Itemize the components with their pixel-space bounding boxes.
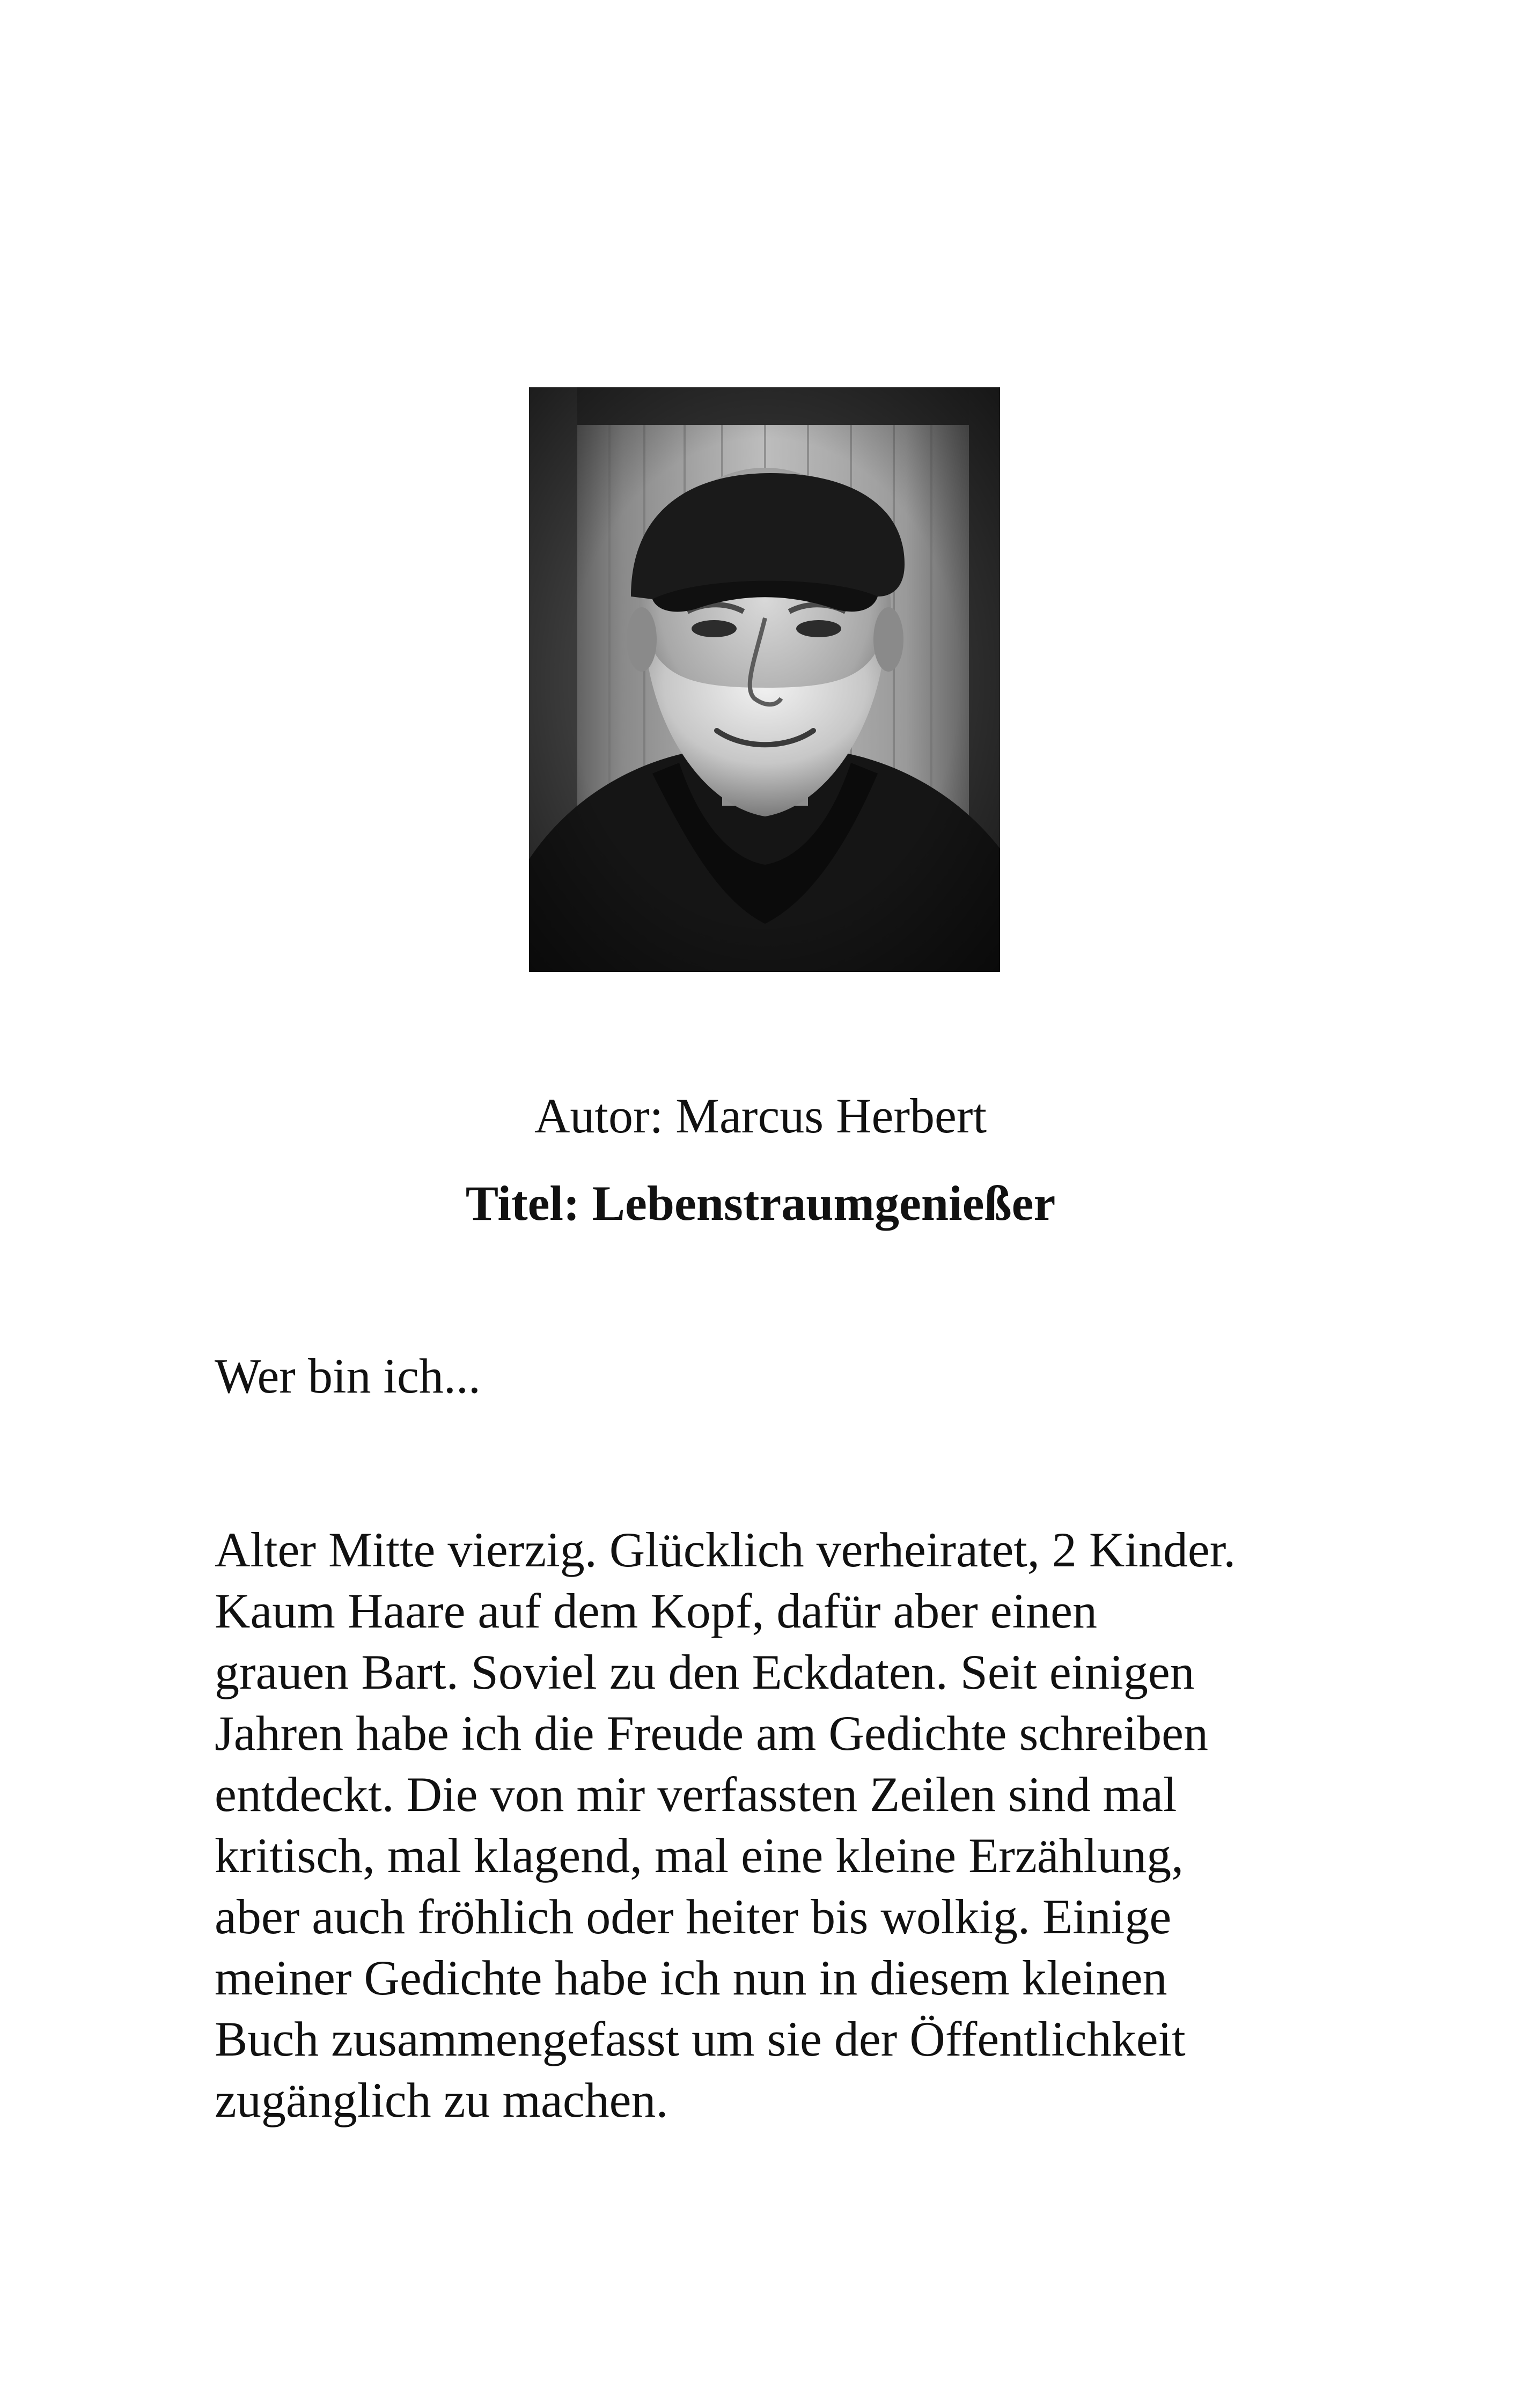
bio-line: entdeckt. Die von mir verfassten Zeilen sind mal	[215, 1767, 1177, 1822]
bio-line: aber auch fröhlich oder heiter bis wolkig. Einige	[215, 1889, 1172, 1944]
portrait-illustration	[529, 387, 1000, 972]
bio-line: meiner Gedichte habe ich nun in diesem kleinen	[215, 1950, 1167, 2005]
bio-line: Jahren habe ich die Freude am Gedichte schreiben	[215, 1706, 1208, 1761]
author-name: Autor: Marcus Herbert	[534, 1088, 987, 1143]
bio-line: Alter Mitte vierzig. Glücklich verheiratet, 2 Kinder.	[215, 1522, 1236, 1577]
biography-paragraph	[215, 1519, 1341, 2131]
bio-line: Buch zusammengefasst um sie der Öffentlichkeit	[215, 2012, 1186, 2066]
bio-line: Kaum Haare auf dem Kopf, dafür aber einen	[215, 1584, 1097, 1638]
intro-heading: Wer bin ich...	[215, 1349, 481, 1403]
book-title: Titel: Lebenstraumgenießer	[465, 1176, 1056, 1231]
bio-line: grauen Bart. Soviel zu den Eckdaten. Seit einigen	[215, 1645, 1195, 1699]
bio-line: kritisch, mal klagend, mal eine kleine Erzählung,	[215, 1828, 1184, 1883]
author-portrait-photo	[529, 387, 1000, 972]
bio-line: zugänglich zu machen.	[215, 2073, 668, 2127]
